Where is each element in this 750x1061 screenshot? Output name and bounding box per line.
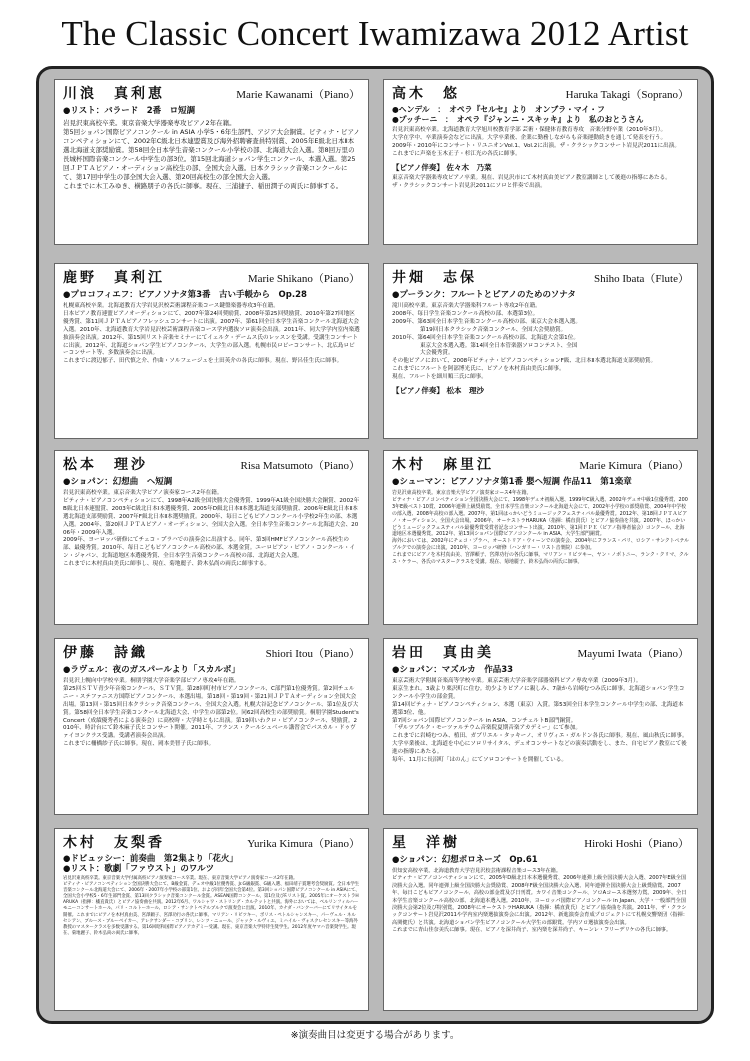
artist-name-en: Mayumi Iwata（Piano） xyxy=(577,648,689,660)
artist-bio: 滝川高校卒業。東京音楽大学器楽科フルート専攻2年在籍。 2008年、毎日学生音楽コンクール高校の部、本選第3位。 2009年、第63回全日本学生音楽コンクール高校の部、東京大会本選入選。 第19回日本クラシック音楽コンクール、全国大会奨励賞。 2010年、第64回全日本学生音楽コンクール高校の部、北海道大会第1位。 東京大会本選入選。第14回全日本管楽器ソロコンテスト、全国 大会優秀賞。 その他ピアノにおいて、2008年ピティナ・ピアノコンペティションF級、北日本Ⅱ本選北海道支部奨励賞。 これまでにフルートを阿部博光氏に、ピアノを木村真由美氏に師事。 現在、フルートを細川順三氏に師事。 xyxy=(392,303,657,381)
artist-name-en: Marie Shikano（Piano） xyxy=(247,273,360,285)
program-piece: ●リスト：バラード 2番 ロ短調 xyxy=(63,106,196,116)
accompanist-bio: 東京音楽大学器楽専攻ピアノ卒業。現在、岩見沢市にて木村真由美ピアノ教室講師として後進の指導にあたる。 ザ・クラシックコンサート岩見沢2011にソロと伴奏で出演。 xyxy=(392,174,671,189)
program-piece: ●ショパン：幻想ポロネーズ Op.61 xyxy=(392,855,538,865)
artist-name-en: Risa Matsumoto（Piano） xyxy=(240,460,360,472)
program-piece: ●ラヴェル：夜のガスパールより「スカルボ」 xyxy=(63,665,240,675)
artist-bio: 岩見沢東高校卒業。東京音楽大学ピアノ演奏家コース4年在籍。 ピティナ・ピアノコンペティション全国決勝大会にて、1998年デュオ初級入選、1999年C級入選、2002年デュオ中級1位優秀賞、2003年E級ベスト10賞、2006年連弾上級奨励賞。全日本学生音楽コンクール北海道大会にて、2002年小学校の部奨励賞、2004年中学校の部入選、2008年高校の部入選。2007年、第1回はっかいどうミュージックフェスティバル最優秀賞。2012年、第18回ＪＰＴＡピアノ・オーディション、全国大会出場。2006年、オーケストラHARUKA（指揮：橘直貴氏）とピアノ協奏曲を共演。2007年、ほっかいどうミュージックフェスティバル最優秀賞受賞者記念コンサート出演。2010年、第1回ＦＰＥ（ピアノ指導者協会）コンクール、北海道地区本選優秀賞。2012年、第13回ショパン国際ピアノコンクール in ASIA、大学生部門銅賞。 海外においては、2002年にチェコ・プラハ、オーストリア・ウィーンでの演奏会、2004年にフランス・パリ、ロシア・サンクトペテルブルクでの演奏会に出演。2010年、ヨーロッパ研修（ハンガリー・リスト音楽院）に参加。 これまでにピアノを木村真由美、宮澤頼子、宮澤功行の各氏に師事。マリアン・リビツキー、ヤン・ノボトニー、ランク・クリマ、クルス・ケラー、各氏のマスタークラスを受講。現在、菊地麗子、鈴木弘尚の両氏に師事。 xyxy=(392,490,690,566)
program-piece: ●ドビュッシー：前奏曲 第2集より「花火」 xyxy=(63,854,238,864)
artist-name: 伊藤 詩織 xyxy=(63,645,148,661)
artist-bio: 岩見沢東高校卒業。東京音楽大学ピアノ演奏家コース2年在籍。 ピティナ・ピアノコンペティションにて、1998年A2級全国決勝大会優秀賞、1999年A1級全国決勝大会銅賞、2002年B級北日本連盟賞、2003年C級北日本Ⅰ本選優秀賞、2005年D級北日本Ⅱ本選北海道支部奨励賞、2006年E級北日本Ⅱ本選北海道支部奨励賞、2007年F級北日本Ⅱ本選奨励賞。2000年、毎日こどもピアノコンクール小学校2年生の部、本選入選。2004年、第20回ＪＰＴＡピアノ・オーディション、全国大会入選。全日本学生音楽コンクール北海道大会、2006年・2009年入選。 2009年、ヨーロッパ研修にてチェコ・プラハでの演奏会に出演する。同年、第3回HMFピアノコンクール高校生の部、最優秀賞。2010年、毎日こどもピアノコンクール高校の部、本選金賞。ユーロピアン・ピアノ・コンクール・イン・ジャパン、北海道地区本選優秀賞、全日本学生音楽コンクール高校の部、北海道大会入選。 これまでに木村真由美氏に師事し、現在、菊地麗子、鈴木弘尚の両氏に師事する。 xyxy=(63,490,360,568)
program-piece: ●プロコフィエフ：ピアノソナタ第3番 古い手帳から Op.28 xyxy=(63,290,307,300)
artist-card xyxy=(54,828,369,1011)
accompanist-heading: 【ピアノ伴奏】 佐々木 乃菜 xyxy=(392,162,492,172)
artist-name: 川浪 真利恵 xyxy=(63,86,165,102)
page-title: The Classic Concert Iwamizawa 2012 Artist xyxy=(61,14,689,53)
artist-name: 井畑 志保 xyxy=(392,270,477,286)
program-piece: ●ショパン：マズルカ 作品33 xyxy=(392,665,514,675)
artist-name: 岩田 真由美 xyxy=(392,645,494,661)
artist-name: 高木 悠 xyxy=(392,86,460,102)
program-piece: ●リスト：歌劇「ファウスト」のワルツ xyxy=(63,864,215,874)
artist-bio: 岩見沢東高校卒業。北海道教育大学旭川校教育学部 芸術・保健体育教育専攻 音楽分野卒業（2010年3月）。 大学在学中、卒業演奏会などに出演。大学卒業後、企業に勤務しながらも音楽運動続きを通して発表を行う。 2009年・2010年にコンサート・リユニオンVol.1、Vol.2に出演。ザ・クラシックコンサート岩見沢2011に出演。 これまでに声楽を玉木正子・杉江光の各氏に師事。 xyxy=(392,127,680,157)
artist-name: 松本 理沙 xyxy=(63,457,148,473)
artist-card xyxy=(54,263,369,439)
artist-bio: 東京芸術大学附属音楽高等学校卒業。東京芸術大学音楽学部器楽科ピアノ専攻卒業（2009年3月）。 東京生まれ。3歳より栗沢町に住む。幼少よりピアノに親しみ、7歳から岩崎むつみ氏に師事。北海道ショパン学生コンクール小学生の部金賞。 第14回ピティナ・ピアノコンペティション、本選（東京）入賞。第53回全日本学生コンクール中学生の部、北海道本選第3位、他。 第7回ショパン国際ピアノコンクール in ASIA、コンチェルトB部門銅賞。 「ザルツブルク・モーツァルテウム音楽院夏期音楽アカデミー」にて参加。 これまでに岩崎むつみ、植田、ガブリエル・タッキーノ、オリヴィエ・ガルドン各氏に師事。現在、風山秋氏に師事。 大学卒業後は、北海道を中心にソロリサイタル、デュオコンサートなどの演奏活動をし、また、自宅ピアノ教室にて後進の指導にあたる。 毎年、11月に長沼町「はのん」にてソロコンサートを開催している。 xyxy=(392,678,688,764)
artist-name: 鹿野 真利江 xyxy=(63,270,165,286)
artist-card xyxy=(383,638,698,815)
artist-name-en: Hiroki Hoshi（Piano） xyxy=(584,838,689,850)
artist-card xyxy=(383,828,698,1011)
program-piece: ●ヘンデル ： オペラ『セルセ』より オンブラ・マイ・フ xyxy=(392,105,605,114)
artist-name: 木村 麻里江 xyxy=(392,457,494,473)
artist-name: 星 洋樹 xyxy=(392,835,460,851)
program-piece: ●プーランク：フルートとピアノのためのソナタ xyxy=(392,290,576,300)
artist-card xyxy=(383,450,698,625)
artist-name-en: Marie Kawanami（Piano） xyxy=(236,89,360,101)
artist-card xyxy=(54,79,369,245)
artist-bio: 倶知安高校卒業。北海道教育大学岩見沢校芸術課程音楽コース3年在籍。 ピティナ・ピアノコンペティションにて、2005年D級北日本本選優秀賞、2006年連弾上級全国決勝大会入選、2007年E級全国決勝大会入選。同年連弾上級全国決勝大会奨励賞、2008年F級全国決勝大会入選、同年連弾全国決勝大会上級奨励賞。2007年、毎日こどもピアノコンクール、高校の部金賞及び日刊賞。カワイ音楽コンクール、ソロAコース本選努力賞。2009年、全日本学生音楽コンクール高校の部、北海道本選入選。2010年、ヨーロッパ国際ピアノコンクール in Japan、大学・一般部門全国決勝大会第2位及び特別賞。2008年にオーケストラHARUKA（指揮：橘直貴氏）とピアノ協奏曲を共演。2011年、ザ・クラシックコンサート岩見沢2011や学内室内楽選抜演奏会に出演。2012年、新進演奏会育成プロジェクトにて札幌交響楽団（指揮：高関健氏）と共演。北海道ショパン学生ピアノコンクール大学生の部銀賞。学内ソロ選抜演奏会出演。 これまでに青山佳奈美氏に師事。現在、ピアノを深井尚子、室内楽を深井尚子、キーンレ・フリーデリケの各氏に師事。 xyxy=(392,868,688,934)
artist-card xyxy=(54,638,369,815)
artist-name-en: Yurika Kimura（Piano） xyxy=(247,838,360,850)
artist-name-en: Haruka Takagi（Soprano） xyxy=(565,89,689,101)
artist-name-en: Marie Kimura（Piano） xyxy=(579,460,689,472)
artist-name-en: Shiho Ibata（Flute） xyxy=(593,273,689,285)
footer-note: ※演奏曲目は変更する場合があります。 xyxy=(290,1030,460,1041)
program-piece: ●プッチーニ ： オペラ『ジャンニ・スキッキ』より 私のおとうさん xyxy=(392,115,644,124)
accompanist-heading: 【ピアノ伴奏】 松本 理沙 xyxy=(392,386,485,396)
artist-bio: 岩見沢東高校卒業。東京音楽大学付属高校ピアノ演奏家コース卒業。現在、東京音楽大学ピアノ演奏家コース2年在籍。 ピティナ・ピアノコンペティション全国決勝大会にて、B級金賞、デュオ中級1位優秀賞、Jr.G級銀賞、G級入選、福田靖子賞選考会奨励賞。全日本学生音楽コンクール北海道大会にて、2006年・2007年小学校の部第1位、および同年全国大会第4位。第3回ショパン国際ピアノコンクール in ASIAにて、全国大会小学校5・6年生部門金賞、第13回クラシック音楽コンクール金賞。ASEAN国際コンクール、第1位及びF.リスト賞。2005年にオーケストラHARUKA（指揮：橘直貴氏）とピアノ協奏曲を共演。2012年6月、ワルシャワ・ストリング・カルテットと共演。海外においては、ベルリンフィルハーモニーコンサートホール、パリ・コルトーホール、ロシア・サンクトペテルブルクで演奏会に出演。2010年、カナダ・バンクーバーにてリサイタルを開催。これまでにピアノを木村真由美、宮澤頼子、宮澤功行の各氏に師事。マリアン・リビツキー、ボリス・ペトルシャンスキー、パーヴェル・ネルセシアン、ブルース・ブルーベイカー、アレクサンダー・コブリン、レンツ・ニュール、ジャック・ルヴィエ、ミハイル・ヴォスクレセンスキー等海外教授のマスタークラスを多数受講する。第16回昭和国際ピアノアカデミー受講。現在、東京音楽大学特待生奨学生。2012年度ヤマハ音楽奨学生。現在、菊地麗子、鈴木弘尚の両氏に師事。 xyxy=(63,876,360,936)
artist-bio: 札幌東高校卒業。北海道教育大学岩見沢校芸術課程音楽コース鍵盤楽器専攻3年在籍。 日本ピアノ教育連盟ピアノオーディションにて、2007年第24回奨励賞、2008年第25回奨励賞、2010年第27回地区優秀賞、第11回ＪＰＴＡピアノフレッシュコンサートに出演。2007年、第61回全日本学生音楽コンクール北海道大会入選。2010年、北海道教育大学岩見沢校芸術課程音楽コース学内選抜ソロ演奏会出演。2011年、同大学学内室内楽選抜演奏会出演。2012年、第15回リスト音楽セミナーにてイェルク・デームス氏のレッスンを受講。受講生コンサートに出演。2012年、北海道ショパン学生ピアノコンクール、大学生の部入選。札幌市民ロビーコンサート、北広島ロビーコンサート等、多数演奏会に出演。 これまでに渡辺郁子、田代慎之介、作曲・ソルフェージュを土田英介の各氏に師事。現在、野呂佳生氏に師事。 xyxy=(63,303,360,365)
artist-bio: 岩見沢東高校卒業。東京音楽大学器楽専攻ピアノ2年在籍。 第5回ショパン国際ピアノコンクール in ASIA 小学5・6年生部門、アジア大会銅賞。ピティナ・ピアノコンペティションにて、2002年C級北日本連盟賞及び海外招聘審査員特別賞、2005年E級北日本Ⅱ本選北海道支部奨励賞。第58回全日本学生音楽コンクール小学校の部、北海道大会入選。第8回万里の長城杯国際音楽コンクール中学生の部3位。第15回北海道ショパン学生コンクール、本選入選。第25回ＪＰＴＡピアノ・オーディション高校生の部、全国大会入選。日本クラシック音楽コンクールにて、第17回中学生の部全国大会入選、第20回高校生の部全国大会入選。 これまでに木工みゆき、横路朋子の各氏に師事。現在、三浦捷子、稲田潤子の両氏に師事する。 xyxy=(63,119,360,190)
artist-card xyxy=(383,79,698,245)
program-piece: ●シューマン：ピアノソナタ第1番 嬰ヘ短調 作品11 第1楽章 xyxy=(392,477,632,487)
artist-name-en: Shiori Itou（Piano） xyxy=(265,648,360,660)
artist-bio: 岩見沢上幌向中学校卒業。桐朋学園大学音楽学部ピアノ専攻4年在籍。 第25回ＳＴＶ青少年音楽コンクール、ＳＴＶ賞。第28回町村市ピアノコンクール、C部門第1位優秀賞。第2回チェルニー・ステファニス方国際ピアノコンクール、本選出場。第18回・第19回・第21回ＪＰＴＡオーディション全国大会出場。第13回・第15回日本クラシック音楽コンクール、全国大会入選。札幌大谷記念ピアノコンクール、第1位及び大賞。第58回全日本学生音楽コンクール北海道大会、中学生の部第2位。同62回高校生の部奨励賞。桐朋学園Student's Concert（成績優秀者による演奏会）に高校時・大学時ともに出演。第19回いわクロ・ピアノコンクール、奨励賞。2010年、時計台にて鈴木麻子氏とコンサート開催。2011年、フランス・クールシュベール講習会でパスカル・ドゥヴァイヨンクラス受講。受講者演奏会出演。 これまでに柵橋紗子氏に師事。現在、岡本美智子氏に師事。 xyxy=(63,678,359,748)
artist-name: 木村 友梨香 xyxy=(63,835,165,851)
program-piece: ●ショパン：幻想曲 ヘ短調 xyxy=(63,477,173,487)
artist-card xyxy=(54,450,369,625)
artist-card xyxy=(383,263,698,439)
